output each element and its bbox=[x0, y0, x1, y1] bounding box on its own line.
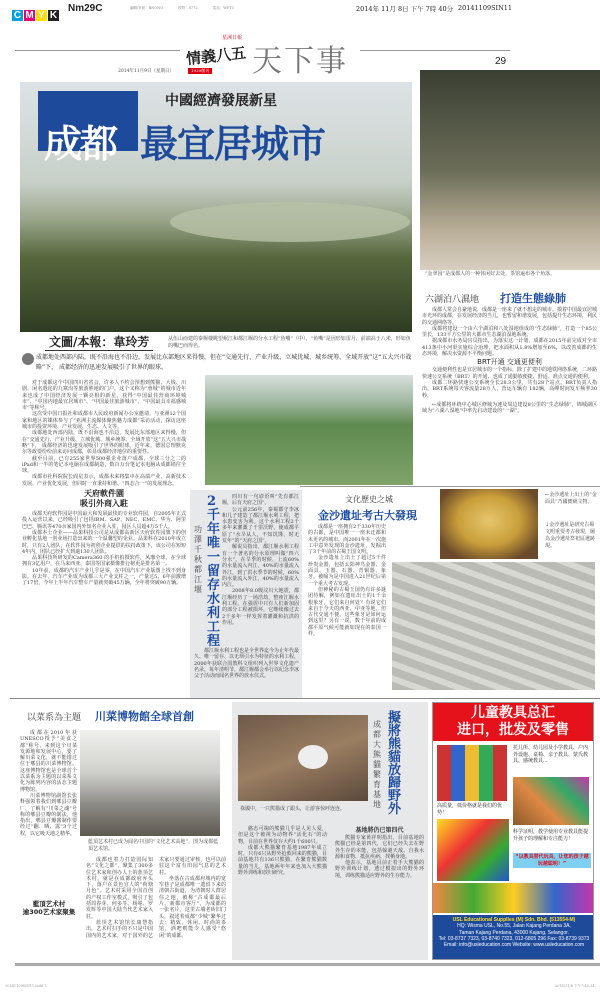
paragraph: 成都将建设一个由六个湖泊和八处湿地组成的“生态绿肺”，打造一个85公里长，133平方公里的大都市生态湖泊湿地系统。 bbox=[422, 325, 597, 339]
panda-kicker: 成都大熊貓繁育基地 bbox=[373, 720, 381, 809]
masthead-rule-left bbox=[15, 50, 180, 51]
slug-timestamp: 2014年 11月 8日 下午 7時 40分 bbox=[356, 5, 454, 13]
paragraph: 都江堰水利工程也是全世界迄今为止年代最久、唯一留存、以无坝引水为特征的水利工程，2000年获联合国教科文组织列入世界文化遗产名录，每年清明节，都江堰都会举行以纪念李冰父子活动而闻名世界的放水仪式。 bbox=[194, 648, 300, 680]
slug-proof: 校對：8772 bbox=[178, 6, 198, 10]
paragraph: 成都天府软件园是中国最大和发展最快的专业软件园，自2005年正式投入运营以来，已经吸引了包括IBM、SAP、NEC、EMC、华为、阿里巴巴、腾讯等470余家国内外知名企业入驻，园区人员超4万5千人。 bbox=[22, 511, 186, 530]
page-number: 29 bbox=[495, 56, 507, 67]
ad-products-image bbox=[433, 883, 594, 913]
site-caption: ↓金沙遺址是研究古蜀文明重要考古發現，圖為金沙遺址祭祀區遺跡現。 bbox=[545, 522, 596, 549]
slug-meta bbox=[130, 6, 234, 11]
ecology-headline: 打造生態綠肺 bbox=[500, 292, 566, 305]
paragraph: 成都大熊猫繁育基地1987年成立时，只有6只从野外抢救回来的熊猫，目前基地共有136只熊猫，在繁育熊猫数量的当儿，基地两年年来也加入大熊猫野外训练和放归研究。 bbox=[238, 844, 327, 877]
dujiangyan-kicker: 功澤千秋都江堰 bbox=[194, 525, 202, 594]
byline: 文圖/本報：韋玲芳 bbox=[45, 333, 153, 351]
paragraph: 品果科技所研发的Camera360 的手机拍摄软件，风靡全球，在全球拥有3亿用户，在马来西亚、泰国等国家摄像排行榜更是排名第一。 bbox=[22, 555, 186, 568]
paragraph: 坐落在古成都府城内的宽窄巷子是成都唯一遗留下来的清朝古街道，为清朝时人群居住之地，被称“古成都最后片、新都市客厅”，为成都的一张名片，这里古墙老砖旧门头，叙述着成都“少城”繁华过去；精致、休闲、时尚的茶馆，酒吧则能令人感受“悠闲”的成都。 bbox=[159, 875, 226, 939]
cmyk-c: C bbox=[13, 10, 22, 21]
paragraph: 他表示，基地目前正着手大熊猫的野外训练计划，透过模拟出的野外环境，训练熊猫适应野外的生存能力。 bbox=[335, 860, 424, 879]
ad-playground-image bbox=[437, 819, 509, 881]
ad-contact bbox=[433, 915, 594, 960]
masthead-badge: 1929創刊 bbox=[188, 68, 212, 74]
paragraph: 成都在2010年获UNESCO授予“美食之都”称号，来到这个川菜发源地和发展中心，要了解川菜文化，就不能错过位于郫县的川菜博物馆。这座博物馆也是全球首个以菜系为主题的以菜系文化为陈列内容的活态主题博物馆。 bbox=[20, 730, 77, 793]
cmyk-color-bar bbox=[12, 3, 60, 22]
panda-headline: 擬將熊貓放歸野外 bbox=[388, 711, 402, 817]
lead-photo-caption: 从伍山而建的秦堰楼眺望岷江和都江堰的分水工程“鱼嘴”（中），“鱼嘴”是因形如雷月、前端高于八米，形如鱼的嘴巴而得名。 bbox=[168, 336, 411, 349]
paragraph: 成都本土企业——品果科技公司是从成都高新区天府软件园旗下的创业孵化基地一创业场打造出来的一个温馨型的企业。品果科在2010年成立时，只有2人团队，在软件园为初创企业提供的扶持政策下，该公司在短短4年内，团队已经扩大到逾130人团队。 bbox=[22, 529, 186, 555]
bottom-rule bbox=[15, 963, 600, 966]
brt-subhead: BRT开通 交通更便利 bbox=[477, 358, 542, 367]
panda-body bbox=[238, 826, 424, 956]
paragraph: 四川有一句谚语叫“先有都江堰，后有天府之国”。 bbox=[222, 494, 299, 507]
jinsha-headline: 金沙遺址考古大發現 bbox=[318, 509, 417, 522]
ad-toys-image bbox=[513, 777, 589, 825]
ad-phone: Tel: 03-8737 7323, 03-8740 7323, 012-6805 296 Fax: 03-8739 9373 bbox=[438, 935, 590, 942]
paragraph: 川菜博物馆副馆长张释强领着我们到郫县豆瓣厂，了解有“川菜之魂”号称的郫县豆瓣的制法，他指出，郫县豆瓣酱制作要经过“翻、晒、露”3个过程，以它吸天地之精华。 bbox=[20, 792, 77, 837]
footer-time: 2014/11/8 下午7:40:34 bbox=[555, 984, 595, 988]
teahouse-caption: “金翠园”是成都人的一种休闲好去处，茶馆遍布各个角落。 bbox=[425, 271, 556, 277]
sichuan-kicker: 以菜系為主題 bbox=[27, 713, 82, 723]
lead-kicker: 中國經濟發展新星 bbox=[165, 93, 277, 109]
divider bbox=[300, 486, 600, 487]
gold-mask-photo bbox=[440, 489, 538, 559]
ad-bullet-1: 托儿所、幼儿园及小学教具、户内外设施、桌椅、亲子教具、蒙氏教具、感统教具... bbox=[513, 745, 589, 764]
river bbox=[170, 202, 410, 242]
paragraph: 金沙遗址上出土了超过5千件珍贵金器，包括太阳神鸟金器、金面具、玉器、石器、青铜器、象牙，被喻为是中国进入21世纪后第一个重大考古发现。 bbox=[308, 555, 386, 587]
paragraph: 公元前256年，秦蜀郡守李冰和儿子建造了都江堰水利工程，把水患变害为利。这个水利工程2千多年来灌溉了千里沃野，使成都平原了“水旱从人，不知饥馑，时无荒年”的“天府之国”。 bbox=[222, 506, 299, 545]
paragraph: 2008年8.0级汶川大地震，都江堰经历了一场浩劫，整座江堰水利工程，在强震中只有人们新加固的部分工程被损坏，它继续像过去2千多年一样发挥着灌溉和抗洪的作用。 bbox=[222, 588, 299, 626]
sichuan-headline: 川菜博物館全球首創 bbox=[95, 710, 194, 723]
jinsha-body bbox=[308, 524, 386, 637]
dujiangyan-body bbox=[222, 494, 299, 626]
ad-bullet-2: 科学证明，教学使用专业教具能提升孩子的理解和专注能力！ bbox=[513, 829, 589, 842]
quote-mark-icon bbox=[22, 353, 34, 365]
sichuan-body bbox=[20, 730, 77, 837]
cmyk-k: K bbox=[49, 10, 58, 21]
paragraph: 成都人常会自豪地说，成都是一座来了就不想走的城市。摸着中国最宜居城市光环的成都，在发展经济的当儿，也暂留和谐发展，包括提升生态环境，利民的交通网络等。 bbox=[422, 307, 598, 326]
paragraph: 憨态可掬的熊猫几乎是人见人爱，但是这个被视为动物界“活化石”的动物，目前在世界仅存大约1千600只。 bbox=[238, 826, 327, 845]
lead-body bbox=[22, 380, 186, 587]
paragraph: 据成都市水务局官员指出，为落实这一计划，成都在2015年前完成对全市413条中小河渠实施综合治理，把水面积从1.8%增加至6%，以改善成都的生态环境，解决水资源不平衡问题。 bbox=[422, 338, 597, 358]
paragraph: 蓝顶艺术馆馆长康慧指出，艺术村扫手的不只是中国国内的艺术家，对于国外的艺术家只要通过审核，也可以前驻这个富有田园气息的艺术村。 bbox=[86, 857, 226, 939]
paragraph: 熊猫专家黄祥明指出，目前基地的熊猫已经是第四代，它们已经失去在野外生存的本能，包括躲避天敌、自我水源和食物、抵抗疾病、找栖身地。 bbox=[335, 835, 424, 860]
panda-photo bbox=[238, 715, 368, 801]
ad-web[interactable]: Email: info@usleducation.com Website: www.usleducation.com bbox=[443, 942, 585, 949]
mask-caption: ←金沙遺址上出土的“金面具”乃國寶級文物。 bbox=[545, 492, 597, 505]
ad-address-1: HQ: Wisma USL, No.55, Jalan Kajang Perdana 3A, bbox=[457, 923, 571, 930]
issue-date: 2014年11月9日（星期日） bbox=[118, 69, 175, 74]
section-title: 天下事 bbox=[252, 44, 348, 79]
ad-company: USL Educational Supplies (M) Sdn. Bhd. (513554-M) bbox=[452, 917, 576, 923]
lead-headline-b: 最宜居城市 bbox=[140, 122, 326, 166]
pullquote: 成都地处西部内陆，既不沿海也不沿边，发展比东部地区来得慢，但在“交通先行、产业升级、立城优城、城乡统筹、全域开放”这“五大兴市战略”下， 成都经济的迅速发展吸引了世界的眼球。 bbox=[36, 354, 412, 371]
cmyk-m: M bbox=[25, 10, 34, 21]
art-village-subhead: 藍頂艺术村 逾300艺术家聚集 bbox=[22, 900, 76, 916]
paragraph: 但神秘的古蜀王国仍有许多谜团待解，例如在遗址出土的1千余根象牙，它们来自何处？有说它们来自于今天的西亚、中亚等地，但古代交通不便，这些象牙是如何运到这里？另有一说，数千年前的成都平原气候可能就如现在的泰国一样。 bbox=[308, 586, 386, 638]
cmyk-y: Y bbox=[36, 10, 47, 21]
ad-quality: 高质量，低价格就是我们的优势！ bbox=[437, 803, 503, 816]
lotus-pond-photo bbox=[205, 375, 413, 485]
slug-phone: 電話：WFTC bbox=[212, 6, 235, 10]
jinsha-kicker: 文化歷史之城 bbox=[345, 495, 393, 504]
paragraph: 成都地处西部内陆，既不沿海也不沿边，发展比东部地区来得慢，但在“交通先行、产业升级、立城优城、城乡统筹、全域开放”这“五大兴市战略”下， 成都经济的迅速发展吸引了世界的眼球。近年来，德国总理默克尔等政要纷纷前来访问成都，彰显成都经济地位的重要性。 bbox=[22, 430, 186, 456]
lead-subhead: 天府軟件園 吸引外商入駐 bbox=[80, 489, 128, 509]
lotus-caption: ←成都将环绕中心城区修城为速及周边建设8公里的“生态绿肺”，锦城湖区域为“六湖八湿地”中率先启动建设的“一湖”。 bbox=[422, 401, 597, 415]
ecology-kicker: 六湖泊八濕地 bbox=[425, 295, 480, 305]
ad-slogan: “以教具替代玩具，让您的孩子越玩越聪明！” bbox=[513, 853, 591, 868]
paragraph: 成都是一座拥有2千330年历史的古都，是中国唯一一座未迁都和未更名的城市。而2001年在一次施工中意外发现的金沙遗址，发掘出了3千年前的古蜀王国文明。 bbox=[308, 524, 386, 556]
ad-furniture-image bbox=[437, 745, 507, 801]
paragraph: 对于成都这个中国四川省省会，许多人不约会预想到熊猫、大钱、川剧、闲名遐迩的九寨沟等旅游胜地的门户。这个又称为“蓉城”的城市近年来也成了中国经济发展一颗亮相的新星，获得“中国最佳营商环境城市”、“中国内地最宜居城市”、“中国最佳旅游城市”、“中国最具幸福感城市”等称号。 bbox=[22, 380, 186, 412]
jinsha-site-photo bbox=[392, 562, 595, 690]
masthead-logo-small: 星洲日報 bbox=[222, 35, 243, 41]
paragraph: 成都也着力打造国际知名“文化之都”，聚集了300多位艺术家和创办人士的蓝顶艺术村，就是在成都政府弁头下，落户在景色宜人的“荷塘月色”。艺术村采用全国首创的产权工作室模式，吸引了包括周春芽、何多苓、杨冕、罗发辉等中国大陆当代艺术家入驻。 bbox=[86, 857, 153, 920]
ecology-body bbox=[422, 307, 597, 414]
paragraph: 成都二环路快速公交系统全长28.3公里，共有28个站点。BRT负责人指出，BRT系统每天客流量28万人，营运车辆有 182辆，高峰时间发车频率30秒。 bbox=[422, 379, 597, 399]
page-code: Nm29C bbox=[68, 3, 103, 14]
lead-headline-a: 成都 bbox=[44, 122, 117, 166]
usl-advertisement[interactable] bbox=[432, 702, 594, 960]
dujiangyan-headline: 2千年唯一留存水利工程 bbox=[207, 494, 221, 649]
slug-file: 20141109SIN11 bbox=[458, 4, 513, 12]
slug-editor: 編輯/頁面：BNONG bbox=[130, 6, 164, 10]
ad-subtitle: 进口，批发及零售 bbox=[457, 722, 569, 738]
paragraph: 交通便利性也是宜居城市的一个指标，除了扩建中的地铁网络系统，二环路快速公交系统（BRT）的开通，也成了通勤族便捷、舒适、准点交通的便利。 bbox=[422, 367, 598, 380]
teahouse-photo bbox=[420, 70, 600, 270]
masthead-rule-right bbox=[360, 50, 510, 51]
paragraph: 10年前，成都的汽车产业几乎是零，在中国汽车产业版图上找不到身影。在去年，汽车产业成为成都三大产业支柱之一，产量达5、6年前激增了17倍，今年上半年汽车整车产量就突破45万辆，全年将突破90万辆。 bbox=[22, 567, 186, 587]
divider bbox=[10, 698, 600, 699]
footer-file: 20141109SIN11.indd 1 bbox=[5, 984, 47, 988]
ad-address-2: Taman Kajang Perdana, 43000 Kajang, Selangor. bbox=[459, 929, 569, 936]
masthead-logo: 情義八五 bbox=[185, 43, 247, 69]
art-village-caption: 藍頂艺术村已成为闻名中国的“文化艺术高地”，图为成都藍頂艺术馆。 bbox=[88, 839, 219, 852]
panda bbox=[298, 745, 328, 769]
dujiangyan-body-tail bbox=[194, 648, 299, 679]
paragraph: 截至目前，已有255家世界500强企业落户成都，全球三分之二的iPad和一半的笔记本电脑在成都制造，数百万台笔记本电脑从成都销往全球。 bbox=[22, 455, 186, 475]
panda-subhead: 基地將仍已第四代 bbox=[355, 827, 404, 834]
paragraph: 成都市社科院院长阎星表示，成都未来将集中在高端产业、高新技术发展、产业优化发展，但同时一直秉持和谐、“四态合一”的发展理念。 bbox=[22, 474, 186, 487]
panda-caption: 祿國中，一只熊猫成了跟头，让游客惊呼连连。 bbox=[240, 806, 346, 812]
ad-header bbox=[433, 703, 593, 741]
sichuan-museum-photo bbox=[80, 730, 220, 836]
paragraph: 解说员指出，都江堰水利工程有一个著名的分水原理叫做“四六分水”。在旱季的时候，上流60%的水量流入内江，40%的水量流入外江，到了洪水季节的时候，60%的水量流入外江，40%的水量流入内江。 bbox=[222, 544, 299, 589]
art-village-body bbox=[86, 857, 226, 959]
paragraph: 这次受中国日报社和成都市人民政府新闻办公室邀请，与亚洲12个国家和地区的媒体参与了“亚洲主流媒体聚焦魅力成都”采访活动，探访这座城市的投资环境、产业发展、生态、人文等。 bbox=[22, 411, 186, 431]
ad-title: 儿童教具总汇 bbox=[471, 705, 555, 721]
